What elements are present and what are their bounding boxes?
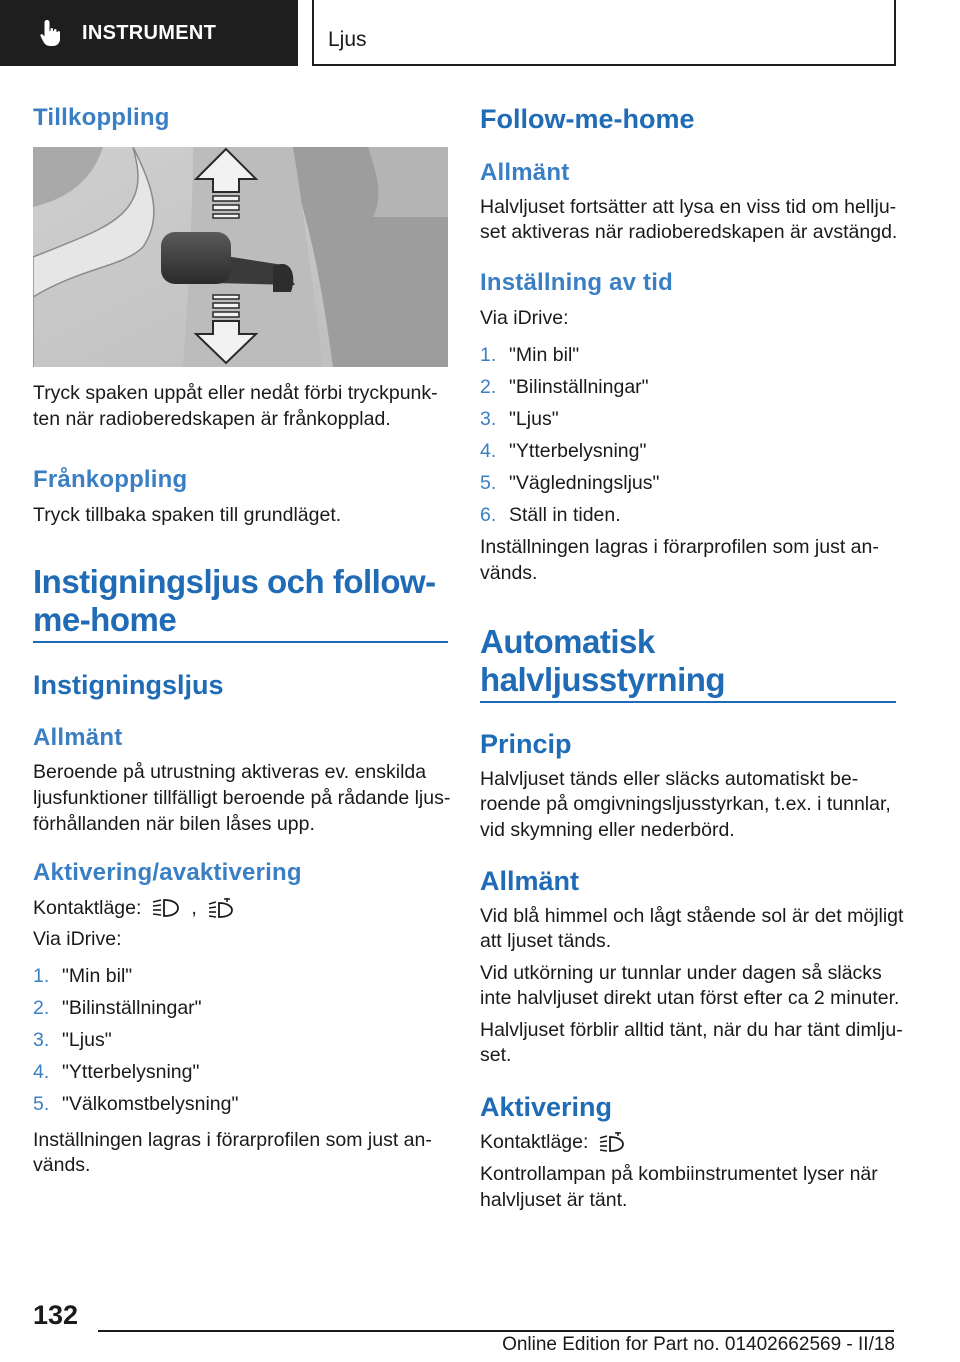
heading-princip: Princip [480,729,572,759]
page-header [0,0,960,66]
footer-rule [98,1330,894,1332]
heading-rule [33,641,448,643]
auto-heading-line-1: Automatisk [480,623,655,660]
step-number: 3. [480,408,497,430]
step-text: "Ytterbelysning" [509,440,647,462]
pointing-hand-icon [38,18,64,48]
heading-allmant: Allmänt [33,724,123,751]
step-number: 2. [480,376,497,398]
heading-tillkoppling: Tillkoppling [33,104,170,131]
allmant2-text-1: Vid blå himmel och lågt stående sol är det möjligt [480,905,904,927]
step-number: 4. [33,1061,50,1083]
step-text: "Vägledningsljus" [509,472,660,494]
via-idrive-right: Via iDrive: [480,307,569,329]
heading-instigningsljus: Instigningsljus [33,670,224,700]
step-text: Ställ in tiden. [509,504,621,526]
fmh-allmant-text-1: Halvljuset fortsätter att lysa en viss tid om hellju- [480,196,897,218]
tillkoppling-text-2: ten när radioberedskapen är frånkopplad. [33,408,391,430]
left-saved-text-1: Inställningen lagras i förarprofilen som just an- [33,1129,432,1151]
heading-aktivering: Aktivering [480,1092,613,1122]
heading-allmant-auto: Allmänt [480,866,580,896]
chapter-box [312,0,896,66]
auto-heading-line-2: halvljusstyrning [480,661,726,698]
step-number: 5. [33,1093,50,1115]
step-number: 4. [480,440,497,462]
step-number: 3. [33,1029,50,1051]
allmant-text-3: förhållanden när bilen låses upp. [33,813,315,835]
kontroll-text-2: halvljuset är tänt. [480,1189,628,1211]
frankoppling-text: Tryck tillbaka spaken till grundläget. [33,504,342,526]
allmant2-text-3: Vid utkörning ur tunnlar under dagen så släcks [480,962,882,984]
kontaktlage-separator: , [191,897,197,919]
radio-ready-icon [151,897,181,919]
step-text: "Ytterbelysning" [62,1061,200,1083]
stalk-illustration [33,147,448,367]
chapter-title: Ljus [328,28,367,51]
fmh-allmant-text-2: set aktiveras när radioberedskapen är avstängd. [480,221,898,243]
princip-text-3: vid skymning eller nederbörd. [480,819,735,841]
right-saved-text-2: vänds. [480,562,538,584]
allmant-text-2: ljusfunktioner tillfälligt beroende på rådande ljus- [33,787,451,809]
left-saved-text-2: vänds. [33,1154,91,1176]
page-number: 132 [33,1300,79,1330]
right-saved-text-1: Inställningen lagras i förarprofilen som just an- [480,536,879,558]
auto-heading-rule [480,701,896,703]
section-title: INSTRUMENT [82,21,217,44]
allmant2-text-5: Halvljuset förblir alltid tänt, när du har tänt dimlju- [480,1019,903,1041]
step-text: "Välkomstbelysning" [62,1093,239,1115]
step-text: "Bilinställningar" [62,997,202,1019]
step-number: 5. [480,472,497,494]
princip-text-1: Halvljuset tänds eller släcks automatiskt be- [480,768,859,790]
via-idrive-left: Via iDrive: [33,928,122,950]
kontaktlage-label: Kontaktläge: [33,897,142,919]
heading-follow-me-home: Follow-me-home [480,104,695,134]
section-tab [0,0,298,66]
kontaktlage-row [33,895,237,921]
allmant-text-1: Beroende på utrustning aktiveras ev. enskilda [33,761,427,783]
allmant2-text-2: att ljuset tänds. [480,930,612,952]
step-text: "Min bil" [509,344,580,366]
kontaktlage-row-right [480,1129,628,1155]
ignition-on-icon [207,897,237,919]
step-number: 1. [33,965,50,987]
ignition-on-icon [598,1131,628,1153]
step-text: "Ljus" [509,408,559,430]
step-text: "Ljus" [62,1029,112,1051]
footer-edition: Online Edition for Part no. 01402662569 - II/18 [502,1334,895,1355]
heading-frankoppling: Frånkoppling [33,466,188,493]
allmant2-text-6: set. [480,1044,512,1066]
heading-aktivering-avaktivering: Aktivering/avaktivering [33,859,302,886]
princip-text-2: roende på omgivningsljusstyrkan, t.ex. i tunnlar, [480,793,891,815]
step-number: 2. [33,997,50,1019]
step-number: 6. [480,504,497,526]
step-number: 1. [480,344,497,366]
kontaktlage-label-right: Kontaktläge: [480,1131,589,1153]
main-heading-line-1: Instigningsljus och follow- [33,563,436,600]
heading-installning-av-tid: Inställning av tid [480,269,673,296]
step-text: "Min bil" [62,965,133,987]
kontroll-text-1: Kontrollampan på kombiinstrumentet lyser när [480,1163,878,1185]
stalk-image [33,147,448,367]
allmant2-text-4: inte halvljuset direkt utan först efter ca 2 minuter. [480,987,900,1009]
step-text: "Bilinställningar" [509,376,649,398]
main-heading-line-2: me-home [33,601,177,638]
heading-allmant-right: Allmänt [480,159,570,186]
tillkoppling-text-1: Tryck spaken uppåt eller nedåt förbi tryckpunk- [33,382,438,404]
